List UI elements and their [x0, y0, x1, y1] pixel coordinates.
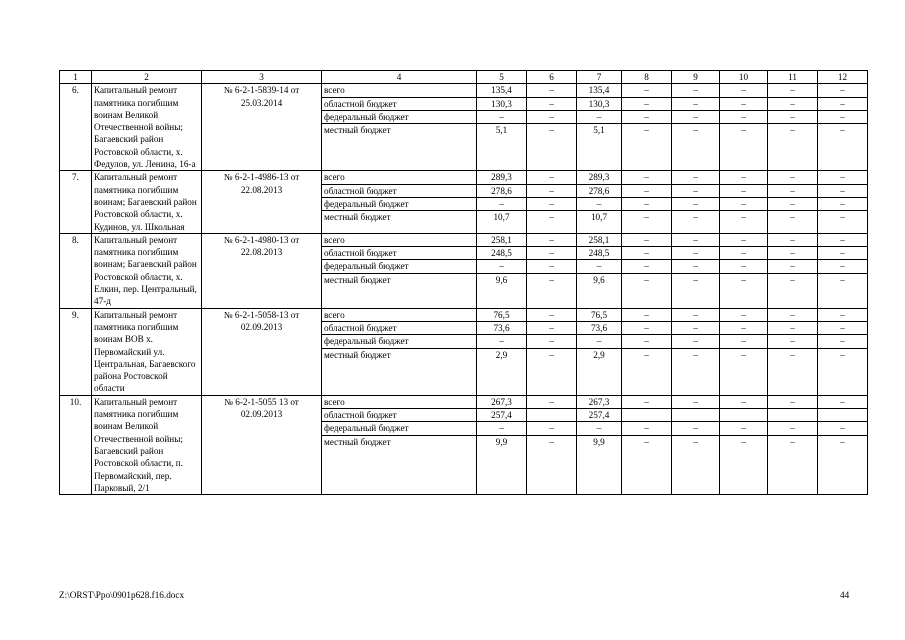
value-cell: 9,6 — [577, 273, 622, 308]
header-cell: 3 — [202, 71, 322, 84]
value-cell: 267,3 — [577, 395, 622, 408]
value-cell: 10,7 — [577, 211, 622, 234]
value-cell: 10,7 — [477, 211, 527, 234]
value-cell: – — [527, 211, 577, 234]
value-cell: – — [527, 233, 577, 246]
value-cell: – — [818, 247, 868, 260]
value-cell: – — [818, 335, 868, 348]
value-cell: – — [720, 184, 768, 197]
value-cell: 135,4 — [577, 84, 622, 97]
value-cell: – — [527, 110, 577, 123]
value-cell — [672, 409, 720, 422]
budget-label: местный бюджет — [322, 124, 477, 171]
value-cell: – — [477, 260, 527, 273]
budget-label: всего — [322, 308, 477, 321]
value-cell: – — [672, 260, 720, 273]
value-cell: – — [577, 335, 622, 348]
budget-label: областной бюджет — [322, 409, 477, 422]
value-cell: 248,5 — [477, 247, 527, 260]
value-cell: – — [768, 395, 818, 408]
value-cell: – — [720, 348, 768, 395]
value-cell: – — [818, 435, 868, 494]
budget-label: местный бюджет — [322, 435, 477, 494]
header-cell: 4 — [322, 71, 477, 84]
value-cell: – — [527, 273, 577, 308]
value-cell: – — [818, 308, 868, 321]
expertise-doc: № 6-2-1-5058-13 от 02.09.2013 — [202, 308, 322, 395]
value-cell: – — [818, 233, 868, 246]
value-cell: 135,4 — [477, 84, 527, 97]
object-name: Капитальный ремонт памятника погибшим воинам Великой Отечественной войны; Багаевский район Ростовской области, п. Первомайский, пер. Парковый, 2/1 — [92, 395, 202, 494]
budget-label: всего — [322, 84, 477, 97]
object-name: Капитальный ремонт памятника погибшим воинам ВОВ х. Первомайский ул. Центральная, Багаевского района Ростовской области — [92, 308, 202, 395]
value-cell — [768, 409, 818, 422]
value-cell: – — [477, 422, 527, 435]
value-cell: – — [577, 110, 622, 123]
value-cell: – — [768, 233, 818, 246]
value-cell: – — [527, 97, 577, 110]
header-cell: 2 — [92, 71, 202, 84]
value-cell: – — [720, 260, 768, 273]
value-cell: – — [527, 84, 577, 97]
value-cell — [622, 409, 672, 422]
value-cell: 258,1 — [477, 233, 527, 246]
header-cell: 11 — [768, 71, 818, 84]
value-cell: – — [818, 422, 868, 435]
value-cell: – — [622, 260, 672, 273]
value-cell: – — [720, 321, 768, 334]
value-cell: – — [527, 348, 577, 395]
value-cell: – — [622, 233, 672, 246]
value-cell: – — [818, 184, 868, 197]
value-cell: – — [818, 321, 868, 334]
value-cell: – — [818, 260, 868, 273]
value-cell: – — [768, 422, 818, 435]
value-cell: – — [527, 395, 577, 408]
value-cell: 257,4 — [477, 409, 527, 422]
value-cell: – — [672, 97, 720, 110]
page-number: 44 — [840, 590, 850, 600]
value-cell: – — [720, 84, 768, 97]
expertise-doc: № 6-2-1-4980-13 от 22.08.2013 — [202, 233, 322, 308]
value-cell: – — [768, 335, 818, 348]
value-cell: – — [720, 247, 768, 260]
value-cell: – — [527, 171, 577, 184]
row-number: 8. — [60, 233, 92, 308]
value-cell: 9,9 — [577, 435, 622, 494]
expertise-doc: № 6-2-1-5839-14 от 25.03.2014 — [202, 84, 322, 171]
value-cell: – — [622, 110, 672, 123]
value-cell: – — [577, 260, 622, 273]
value-cell: – — [622, 171, 672, 184]
value-cell: – — [527, 124, 577, 171]
value-cell: – — [720, 211, 768, 234]
table-row — [60, 171, 868, 184]
value-cell: – — [622, 197, 672, 210]
value-cell: – — [768, 247, 818, 260]
value-cell: – — [768, 184, 818, 197]
value-cell: – — [527, 422, 577, 435]
value-cell: – — [768, 197, 818, 210]
value-cell: – — [720, 308, 768, 321]
value-cell: 248,5 — [577, 247, 622, 260]
value-cell: – — [720, 273, 768, 308]
table-row — [60, 84, 868, 97]
value-cell: – — [720, 435, 768, 494]
value-cell: – — [768, 124, 818, 171]
value-cell: 76,5 — [477, 308, 527, 321]
value-cell: – — [672, 395, 720, 408]
budget-label: всего — [322, 171, 477, 184]
value-cell: – — [672, 171, 720, 184]
budget-label: областной бюджет — [322, 184, 477, 197]
header-cell: 1 — [60, 71, 92, 84]
value-cell: 73,6 — [577, 321, 622, 334]
value-cell: – — [477, 335, 527, 348]
value-cell: – — [527, 260, 577, 273]
value-cell: – — [768, 273, 818, 308]
value-cell: – — [768, 321, 818, 334]
value-cell: – — [622, 348, 672, 395]
budget-label: федеральный бюджет — [322, 260, 477, 273]
value-cell: – — [527, 247, 577, 260]
value-cell: – — [818, 197, 868, 210]
value-cell: 2,9 — [477, 348, 527, 395]
value-cell: – — [527, 197, 577, 210]
value-cell: – — [672, 84, 720, 97]
value-cell: – — [818, 273, 868, 308]
value-cell: – — [818, 84, 868, 97]
value-cell: 9,6 — [477, 273, 527, 308]
budget-label: федеральный бюджет — [322, 422, 477, 435]
value-cell: 76,5 — [577, 308, 622, 321]
budget-label: местный бюджет — [322, 211, 477, 234]
value-cell: 5,1 — [477, 124, 527, 171]
value-cell: – — [622, 247, 672, 260]
value-cell: – — [720, 395, 768, 408]
table-row — [60, 395, 868, 408]
value-cell: – — [672, 247, 720, 260]
value-cell: – — [527, 184, 577, 197]
budget-label: всего — [322, 233, 477, 246]
value-cell: – — [622, 308, 672, 321]
value-cell: – — [720, 233, 768, 246]
value-cell: – — [720, 110, 768, 123]
value-cell: – — [768, 435, 818, 494]
value-cell: 130,3 — [577, 97, 622, 110]
object-name: Капитальный ремонт памятника погибшим воинам; Багаевский район Ростовской области, х. Кудинов, ул. Школьная — [92, 171, 202, 233]
value-cell: 2,9 — [577, 348, 622, 395]
budget-label: федеральный бюджет — [322, 335, 477, 348]
file-path: Z:\ORST\Ppo\0901p628.f16.docx — [59, 590, 185, 600]
budget-label: федеральный бюджет — [322, 110, 477, 123]
budget-table — [59, 70, 868, 495]
value-cell: – — [622, 184, 672, 197]
value-cell: – — [672, 233, 720, 246]
value-cell: – — [818, 124, 868, 171]
value-cell: – — [577, 197, 622, 210]
value-cell: – — [818, 211, 868, 234]
value-cell: 257,4 — [577, 409, 622, 422]
table-row — [60, 308, 868, 321]
value-cell: – — [622, 124, 672, 171]
expertise-doc: № 6-2-1-4986-13 от 22.08.2013 — [202, 171, 322, 233]
value-cell: – — [622, 335, 672, 348]
header-cell: 7 — [577, 71, 622, 84]
value-cell: 73,6 — [477, 321, 527, 334]
expertise-doc: № 6-2-1-5055 13 от 02.09.2013 — [202, 395, 322, 494]
header-row — [60, 71, 868, 84]
table-row — [60, 233, 868, 246]
value-cell: 278,6 — [577, 184, 622, 197]
value-cell: – — [768, 97, 818, 110]
value-cell: – — [818, 348, 868, 395]
value-cell: – — [672, 184, 720, 197]
value-cell — [818, 409, 868, 422]
value-cell: – — [720, 97, 768, 110]
value-cell: – — [622, 273, 672, 308]
value-cell: – — [720, 197, 768, 210]
value-cell: 130,3 — [477, 97, 527, 110]
budget-label: всего — [322, 395, 477, 408]
header-cell: 9 — [672, 71, 720, 84]
budget-label: федеральный бюджет — [322, 197, 477, 210]
value-cell: – — [768, 260, 818, 273]
header-cell: 8 — [622, 71, 672, 84]
value-cell — [720, 409, 768, 422]
value-cell: 9,9 — [477, 435, 527, 494]
value-cell: – — [672, 197, 720, 210]
value-cell: 289,3 — [577, 171, 622, 184]
value-cell: – — [768, 308, 818, 321]
value-cell: – — [622, 321, 672, 334]
value-cell: – — [818, 110, 868, 123]
value-cell: – — [818, 97, 868, 110]
budget-label: областной бюджет — [322, 97, 477, 110]
value-cell: – — [672, 321, 720, 334]
value-cell: – — [672, 335, 720, 348]
header-cell: 6 — [527, 71, 577, 84]
value-cell: – — [672, 422, 720, 435]
value-cell: – — [577, 422, 622, 435]
value-cell: – — [768, 84, 818, 97]
value-cell: – — [768, 110, 818, 123]
header-cell: 10 — [720, 71, 768, 84]
value-cell: – — [477, 110, 527, 123]
value-cell: – — [720, 422, 768, 435]
row-number: 7. — [60, 171, 92, 233]
value-cell: – — [622, 211, 672, 234]
object-name: Капитальный ремонт памятника погибшим воинам; Багаевский район Ростовской области, х. Елкин, пер. Центральный, 47-д — [92, 233, 202, 308]
value-cell: – — [768, 171, 818, 184]
value-cell: – — [672, 348, 720, 395]
budget-label: местный бюджет — [322, 348, 477, 395]
value-cell: – — [768, 348, 818, 395]
value-cell: 267,3 — [477, 395, 527, 408]
value-cell: – — [672, 308, 720, 321]
value-cell: – — [622, 435, 672, 494]
row-number: 10. — [60, 395, 92, 494]
value-cell: – — [622, 97, 672, 110]
value-cell: – — [672, 273, 720, 308]
value-cell: – — [672, 110, 720, 123]
value-cell: – — [622, 84, 672, 97]
budget-label: областной бюджет — [322, 321, 477, 334]
value-cell: 289,3 — [477, 171, 527, 184]
value-cell: – — [527, 321, 577, 334]
value-cell: 5,1 — [577, 124, 622, 171]
budget-label: областной бюджет — [322, 247, 477, 260]
value-cell: 258,1 — [577, 233, 622, 246]
value-cell: – — [720, 124, 768, 171]
header-cell: 5 — [477, 71, 527, 84]
value-cell: – — [622, 395, 672, 408]
value-cell: – — [672, 435, 720, 494]
budget-label: местный бюджет — [322, 273, 477, 308]
value-cell: – — [672, 211, 720, 234]
value-cell: 278,6 — [477, 184, 527, 197]
value-cell: – — [477, 197, 527, 210]
value-cell: – — [720, 171, 768, 184]
value-cell: – — [768, 211, 818, 234]
value-cell — [527, 409, 577, 422]
header-cell: 12 — [818, 71, 868, 84]
row-number: 6. — [60, 84, 92, 171]
value-cell: – — [622, 422, 672, 435]
object-name: Капитальный ремонт памятника погибшим воинам Великой Отечественной войны; Багаевский район Ростовской области, х. Федулов, ул. Ленина, 16-а — [92, 84, 202, 171]
value-cell: – — [672, 124, 720, 171]
value-cell: – — [527, 435, 577, 494]
value-cell: – — [818, 171, 868, 184]
value-cell: – — [527, 308, 577, 321]
value-cell: – — [818, 395, 868, 408]
row-number: 9. — [60, 308, 92, 395]
value-cell: – — [720, 335, 768, 348]
value-cell: – — [527, 335, 577, 348]
